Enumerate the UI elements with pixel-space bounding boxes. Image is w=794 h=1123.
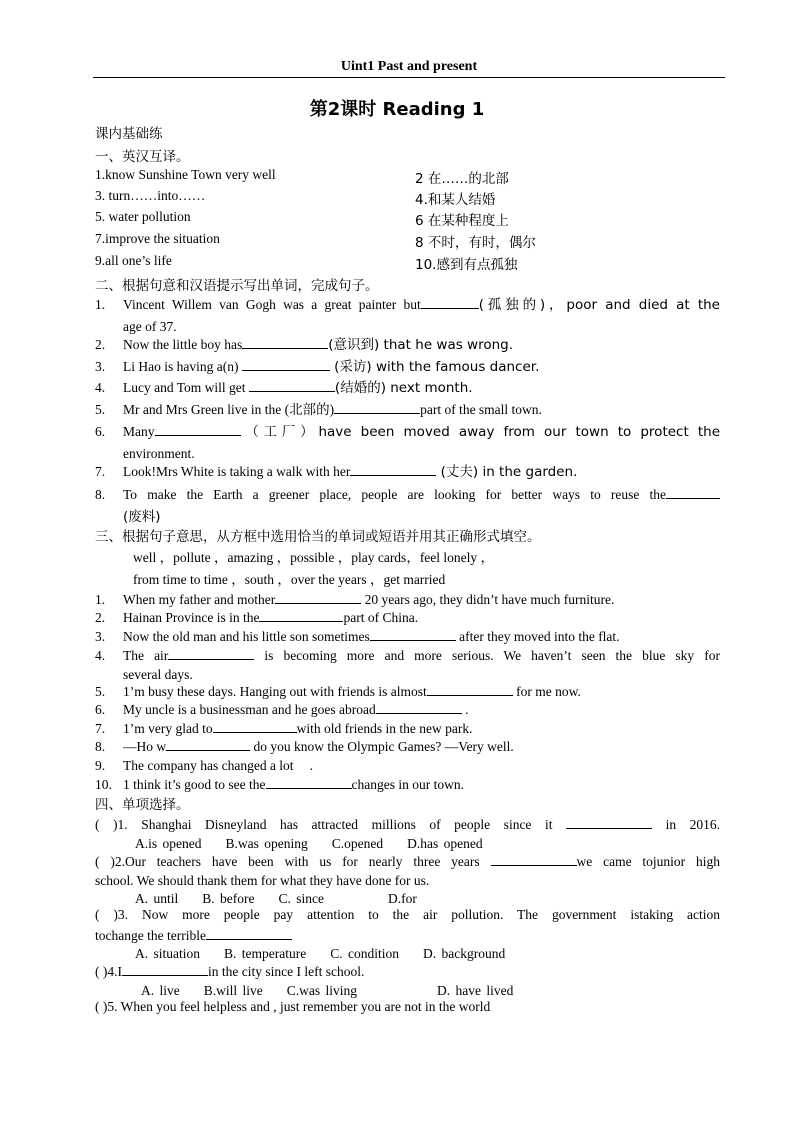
sentence-item: 1. When my father and mother 20 years ago, they didn’t have much furniture. — [95, 589, 720, 611]
option-c[interactable]: C. since — [278, 891, 324, 906]
answer-blank[interactable] — [242, 334, 328, 349]
mc-question: ( )2.Our teachers have been with us for nearly three years we came tojunior high school. We should thank them for what they have done for us. A. until B. before C. since D.for — [95, 851, 720, 909]
sentence-item: 6. Many （工厂）have been moved away from our town to protect the environment. — [95, 421, 720, 465]
option-a[interactable]: A. situation — [135, 946, 200, 961]
option-b[interactable]: B.was opening — [225, 835, 308, 851]
sentence-item: 9. The company has changed a lot . — [95, 758, 313, 773]
answer-blank[interactable] — [491, 851, 577, 866]
answer-blank[interactable] — [427, 681, 513, 696]
sentence-item: 2. Hainan Province is in the part of China. — [95, 607, 720, 629]
option-d[interactable]: D.has opened — [407, 835, 483, 851]
option-a[interactable]: A. live — [141, 982, 180, 998]
answer-blank[interactable] — [166, 736, 250, 751]
section2-heading: 二、根据句意和汉语提示写出单词，完成句子。 — [95, 278, 379, 294]
section4-heading: 四、单项选择。 — [95, 797, 190, 813]
mc-question: ( )4.I in the city since I left school. A. live B.will live C.was living D. have lived — [95, 961, 720, 1000]
option-a[interactable]: A. until — [135, 891, 179, 906]
mc-question: ( )1. Shanghai Disneyland has attracted millions of people since it in 2016. A.is opened B.was opening C.opened D.has opened — [95, 814, 720, 853]
mc-question: ( )3. Now more people pay attention to the air pollution. The government istaking action tochange the terrible A. situation B. temperature C. condition D. background — [95, 906, 720, 964]
sentence-item: 4. The air is becoming more and more serious. We haven’t seen the blue sky for several days. — [95, 645, 720, 686]
option-b[interactable]: B. before — [202, 891, 255, 906]
answer-blank[interactable] — [122, 961, 208, 976]
answer-blank[interactable] — [666, 484, 720, 499]
option-c[interactable]: C.opened — [331, 835, 384, 851]
answer-blank[interactable] — [421, 294, 479, 309]
option-d[interactable]: D. have lived — [437, 982, 514, 998]
option-c[interactable]: C.was living — [286, 982, 358, 998]
answer-blank[interactable] — [566, 814, 652, 829]
sentence-item: 3. Now the old man and his little son sometimes after they moved into the flat. — [95, 626, 720, 648]
answer-blank[interactable] — [275, 589, 361, 604]
option-d[interactable]: D.for — [388, 891, 417, 906]
section3-heading: 三、根据句子意思，从方框中选用恰当的单词或短语并用其正确形式填空。 — [95, 529, 541, 545]
sentence-item: 8. —Ho w do you know the Olympic Games? —Very well. — [95, 736, 720, 758]
option-d[interactable]: D. background — [422, 946, 506, 961]
answer-blank[interactable] — [350, 461, 436, 476]
option-c[interactable]: C. condition — [330, 946, 399, 961]
sentence-item: 1. Vincent Willem van Gogh was a great painter but (孤独的)，poor and died at the age of 37. — [95, 294, 720, 338]
sentence-item: 5. 1’m busy these days. Hanging out with friends is almost for me now. — [95, 681, 720, 703]
answer-blank[interactable] — [370, 626, 456, 641]
subtitle: 课内基础练 — [95, 126, 163, 142]
answer-blank[interactable] — [294, 756, 310, 770]
word-box-line: from time to time ，south ，over the years ，get married — [133, 572, 446, 587]
sentence-item: 6. My uncle is a businessman and he goes abroad . — [95, 699, 720, 721]
answer-blank[interactable] — [334, 399, 420, 414]
option-a[interactable]: A.is opened — [135, 835, 202, 851]
option-b[interactable]: B.will live — [203, 982, 263, 998]
answer-blank[interactable] — [259, 607, 343, 622]
sentence-item: 4. Lucy and Tom will get (结婚的) next month. — [95, 377, 720, 399]
sentence-item: 2. Now the little boy has (意识到) that he was wrong. — [95, 334, 720, 356]
answer-blank[interactable] — [206, 925, 292, 940]
answer-blank[interactable] — [242, 356, 330, 371]
sentence-item: 7. 1’m very glad to with old friends in the new park. — [95, 718, 720, 740]
option-b[interactable]: B. temperature — [224, 946, 307, 961]
answer-blank[interactable] — [266, 774, 352, 789]
answer-blank[interactable] — [249, 377, 335, 392]
answer-blank[interactable] — [168, 645, 254, 660]
answer-blank[interactable] — [376, 699, 462, 714]
answer-blank[interactable] — [155, 421, 241, 436]
sentence-item: 7. Look!Mrs White is taking a walk with her (丈夫) in the garden. — [95, 461, 720, 483]
mc-question: ( )5. When you feel helpless and , just remember you are not in the world — [95, 999, 491, 1014]
sentence-item: 10. 1 think it’s good to see the changes in our town. — [95, 774, 720, 796]
word-box-line: well ，pollute ，amazing ，possible ，play cards，feel lonely ， — [133, 550, 495, 565]
page-title: 第2课时 Reading 1 — [309, 99, 485, 120]
page-header: Uint1 Past and present — [93, 59, 725, 78]
section1-heading: 一、英汉互译。 — [95, 149, 190, 165]
sentence-item: 8. To make the Earth a greener place, people are looking for better ways to reuse the (废料) — [95, 484, 720, 528]
sentence-item: 3. Li Hao is having a(n) (采访) with the famous dancer. — [95, 356, 720, 378]
answer-blank[interactable] — [213, 718, 297, 733]
sentence-item: 5. Mr and Mrs Green live in the (北部的) part of the small town. — [95, 399, 720, 421]
